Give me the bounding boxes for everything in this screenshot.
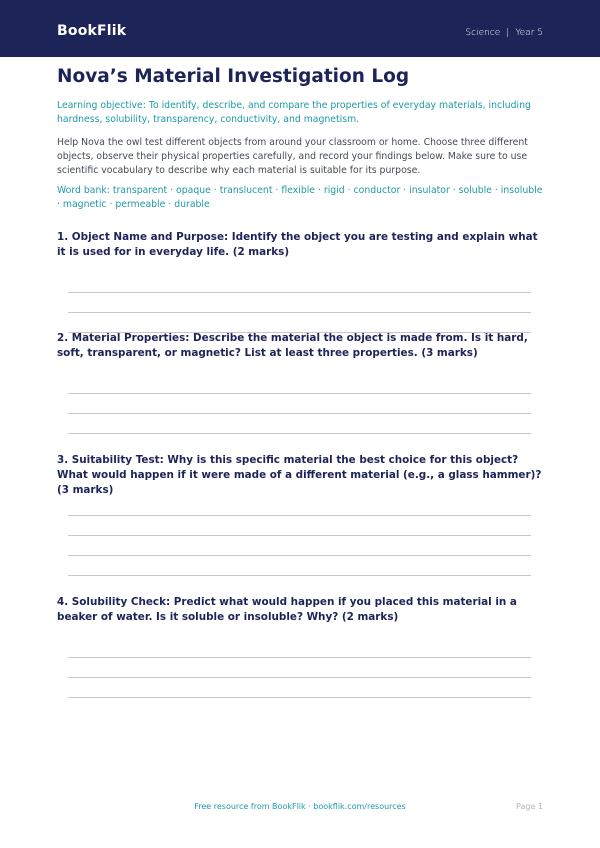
question-3: 3. Suitability Test: Why is this specific material the best choice for this object? What would happen if it were made of a different material (e.g., a glass hammer)? (3 marks) (57, 454, 542, 496)
subject-breadcrumb (465, 28, 543, 38)
answer-line[interactable] (68, 292, 531, 293)
question-2: 2. Material Properties: Describe the material the object is made from. Is it hard, soft, transparent, or magnetic? List at least three properties. (3 marks) (57, 332, 528, 359)
question-1: 1. Object Name and Purpose: Identify the object you are testing and explain what it is used for in everyday life. (2 marks) (57, 231, 538, 258)
answer-line[interactable] (68, 657, 531, 658)
breadcrumb-separator: | (506, 28, 510, 38)
answer-line[interactable] (68, 575, 531, 576)
answer-line[interactable] (68, 555, 531, 556)
answer-line[interactable] (68, 393, 531, 394)
word-bank: Word bank: transparent · opaque · translucent · flexible · rigid · conductor · insulator · soluble · insoluble · magnetic · permeable · durable (57, 185, 543, 210)
answer-line[interactable] (68, 535, 531, 536)
year-label: Year 5 (515, 28, 543, 38)
page-title: Nova’s Material Investigation Log (57, 66, 410, 87)
brand-logo[interactable]: BookFlik (57, 23, 127, 39)
page-number: Page 1 (516, 802, 543, 811)
learning-objective: Learning objective: To identify, describe, and compare the properties of everyday materials, including hardness, solubility, transparency, conductivity, and magnetism. (57, 100, 531, 125)
question-4: 4. Solubility Check: Predict what would happen if you placed this material in a beaker of water. Is it soluble or insoluble? Why? (2 marks) (57, 596, 517, 623)
subject-label: Science (465, 28, 501, 38)
answer-line[interactable] (68, 515, 531, 516)
header-bar (0, 0, 600, 57)
answer-line[interactable] (68, 697, 531, 698)
answer-line[interactable] (68, 312, 531, 313)
answer-line[interactable] (68, 433, 531, 434)
answer-line[interactable] (68, 413, 531, 414)
footer-link[interactable]: Free resource from BookFlik · bookflik.com/resources (194, 802, 406, 811)
answer-line[interactable] (68, 677, 531, 678)
instructions-text: Help Nova the owl test different objects from around your classroom or home. Choose three different objects, observe their physical properties carefully, and record your findings below. Make sure to use scientific vocabulary to describe why each material is suitable for its purpose. (57, 137, 528, 176)
